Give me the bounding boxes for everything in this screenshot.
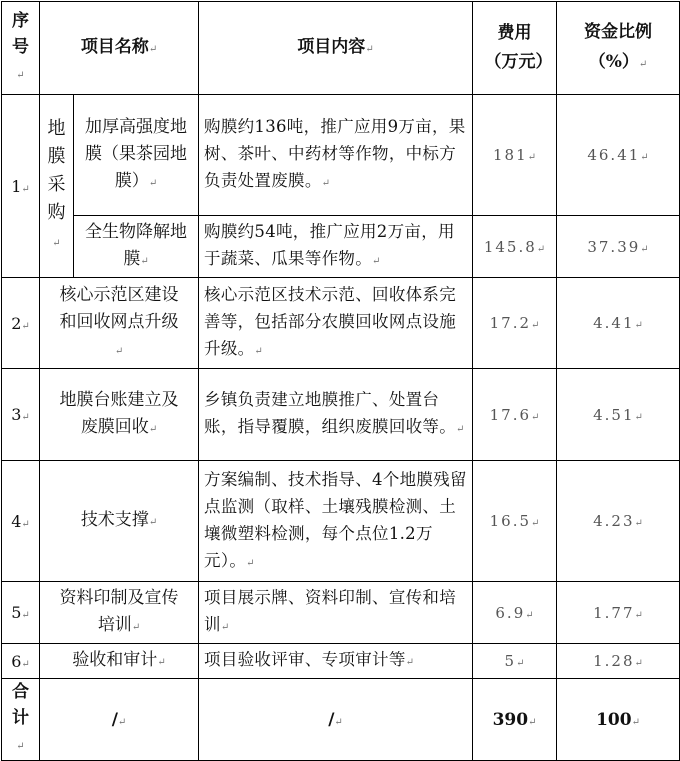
row-ratio: 46.41↵ xyxy=(557,95,680,216)
table-row xyxy=(2,95,680,216)
row-ratio: 4.41↵ xyxy=(557,278,680,369)
row-cost: 17.6↵ xyxy=(473,369,557,461)
row-seq: 6↵ xyxy=(2,644,40,679)
header-content: 项目内容↵ xyxy=(199,2,473,95)
table-row xyxy=(2,644,680,679)
row-ratio: 4.23↵ xyxy=(557,461,680,582)
header-ratio: 资金比例（%）↵ xyxy=(557,2,680,95)
row-ratio: 1.28↵ xyxy=(557,644,680,679)
total-row xyxy=(2,679,680,761)
row-seq: 1↵ xyxy=(2,95,40,278)
table-row xyxy=(2,216,680,278)
header-name: 项目名称↵ xyxy=(40,2,199,95)
row-cost: 6.9↵ xyxy=(473,582,557,644)
row-cost: 5↵ xyxy=(473,644,557,679)
row-content: 购膜约136吨，推广应用9万亩，果树、茶叶、中药材等作物，中标方负责处置废膜。↵ xyxy=(199,95,473,216)
row-name: 加厚高强度地膜（果茶园地膜）↵ xyxy=(74,95,199,216)
total-label: 合计↵ xyxy=(2,679,40,761)
row-cost: 17.2↵ xyxy=(473,278,557,369)
row-name: 技术支撑↵ xyxy=(40,461,199,582)
row-content: 核心示范区技术示范、回收体系完善等，包括部分农膜回收网点设施升级。↵ xyxy=(199,278,473,369)
row-seq: 2↵ xyxy=(2,278,40,369)
row-name: 资料印制及宣传培训↵ xyxy=(40,582,199,644)
total-ratio: 100↵ xyxy=(557,679,680,761)
row-content: 购膜约54吨，推广应用2万亩，用于蔬菜、瓜果等作物。↵ xyxy=(199,216,473,278)
table-row xyxy=(2,278,680,369)
row-seq: 4↵ xyxy=(2,461,40,582)
row-cost: 145.8↵ xyxy=(473,216,557,278)
row-content: 项目验收评审、专项审计等↵ xyxy=(199,644,473,679)
row-ratio: 37.39↵ xyxy=(557,216,680,278)
row-ratio: 4.51↵ xyxy=(557,369,680,461)
row-content: 乡镇负责建立地膜推广、处置台账，指导覆膜，组织废膜回收等。↵ xyxy=(199,369,473,461)
row-content: 项目展示牌、资料印制、宣传和培训↵ xyxy=(199,582,473,644)
table-row xyxy=(2,461,680,582)
row-seq: 5↵ xyxy=(2,582,40,644)
row-category: 地膜采购↵ xyxy=(40,95,74,278)
row-name: 验收和审计↵ xyxy=(40,644,199,679)
row-name: 核心示范区建设和回收网点升级↵ xyxy=(40,278,199,369)
total-content: /↵ xyxy=(199,679,473,761)
header-cost: 费用（万元） xyxy=(473,2,557,95)
total-cost: 390↵ xyxy=(473,679,557,761)
header-seq: 序号↵ xyxy=(2,2,40,95)
row-ratio: 1.77↵ xyxy=(557,582,680,644)
row-cost: 16.5↵ xyxy=(473,461,557,582)
budget-table xyxy=(1,1,680,761)
row-seq: 3↵ xyxy=(2,369,40,461)
header-row xyxy=(2,2,680,95)
row-content: 方案编制、技术指导、4个地膜残留点监测（取样、土壤残膜检测、土壤微塑料检测，每个点位1.2万元）。↵ xyxy=(199,461,473,582)
row-cost: 181↵ xyxy=(473,95,557,216)
total-name: /↵ xyxy=(40,679,199,761)
table-row xyxy=(2,369,680,461)
table-row xyxy=(2,582,680,644)
row-name: 地膜台账建立及废膜回收↵ xyxy=(40,369,199,461)
row-name: 全生物降解地膜↵ xyxy=(74,216,199,278)
